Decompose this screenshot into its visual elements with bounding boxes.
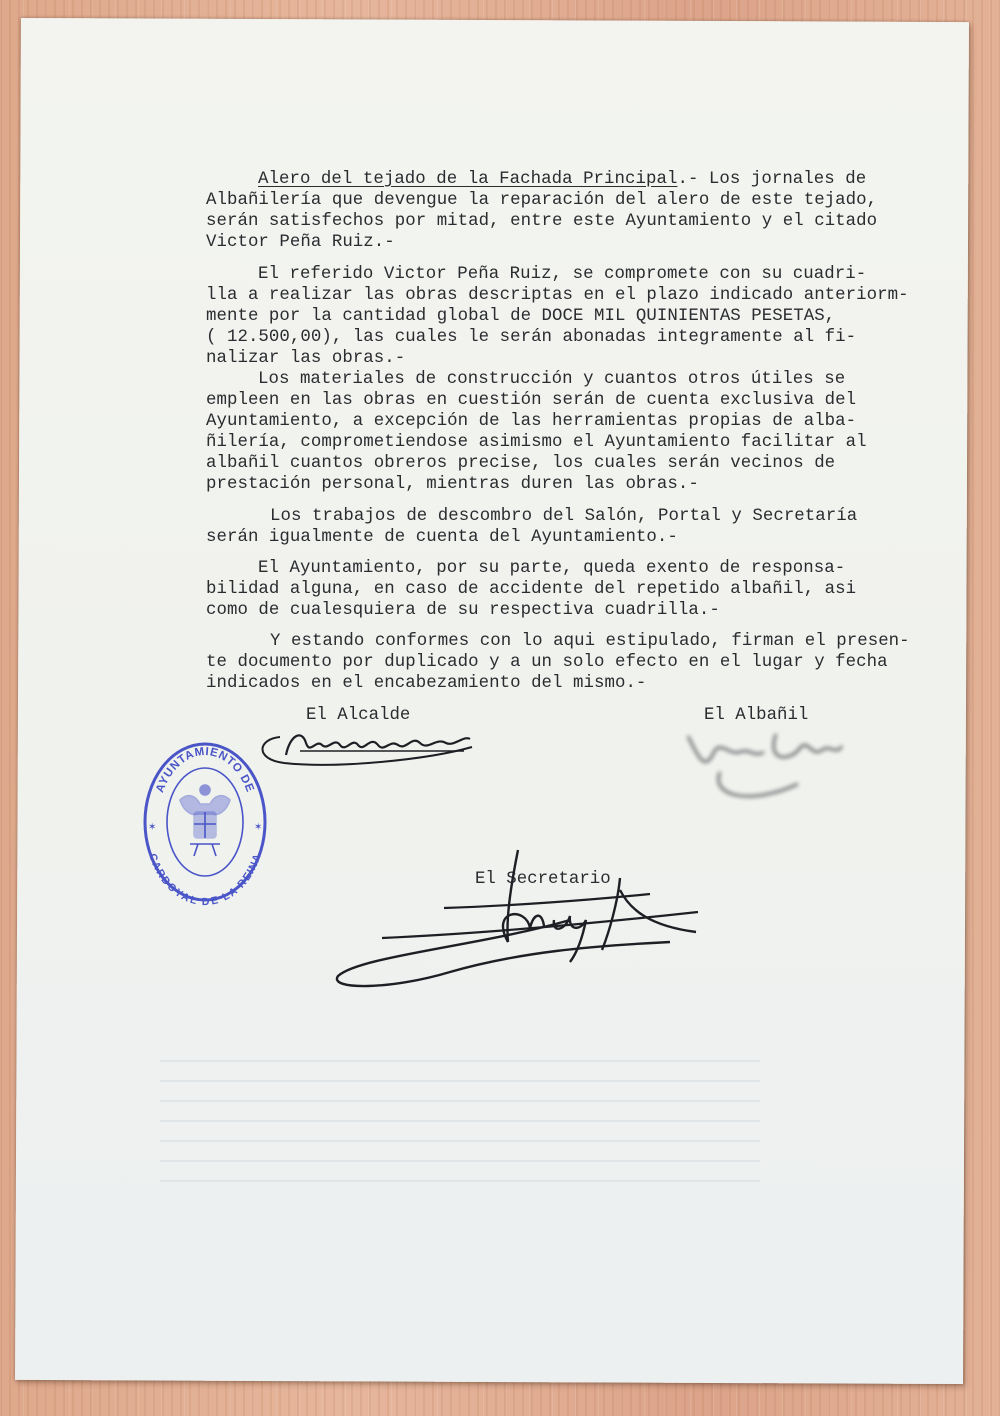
section-heading: Alero del tejado de la Fachada Principal — [258, 170, 678, 189]
municipal-stamp — [140, 740, 270, 909]
text-line: El referido Victor Peña Ruiz, se compromete con su cuadri- — [258, 265, 867, 284]
text-line: ( 12.500,00), las cuales le serán abonadas integramente al fi- — [206, 328, 857, 347]
text-line: bilidad alguna, en caso de accidente del repetido albañil, asi — [206, 580, 857, 599]
stamp-star-icon: ✶ — [148, 822, 157, 833]
text-line: Los materiales de construcción y cuantos otros útiles se — [258, 370, 846, 389]
text-line: albañil cuantos obreros precise, los cuales serán vecinos de — [206, 454, 836, 473]
alcalde-label: El Alcalde — [306, 706, 411, 725]
text-line: serán satisfechos por mitad, entre este Ayuntamiento y el citado — [206, 212, 878, 231]
text-line: serán igualmente de cuenta del Ayuntamiento.- — [206, 528, 678, 547]
stamp-text-bottom: CARDOYAL DE LA REINA — [146, 852, 264, 909]
albanil-label: El Albañil — [704, 706, 809, 725]
secretario-signature — [330, 850, 710, 1000]
text-line: nalizar las obras.- — [206, 349, 406, 368]
text-line: ñilería, comprometiendose asimismo el Ayuntamiento facilitar al — [206, 433, 867, 452]
heading-line — [258, 170, 866, 189]
stamp-text-top: AYUNTAMIENTO DE — [154, 745, 256, 795]
text-line: .- Los jornales de — [677, 170, 867, 189]
text-line: El Ayuntamiento, por su parte, queda exento de responsa- — [258, 559, 846, 578]
text-line: Victor Peña Ruiz.- — [206, 233, 395, 252]
text-line: Albañilería que devengue la reparación del alero de este tejado, — [206, 191, 878, 210]
alcalde-signature — [250, 715, 480, 775]
text-line: lla a realizar las obras descriptas en el plazo indicado anteriorm- — [206, 286, 909, 305]
text-line: te documento por duplicado y a un solo efecto en el lugar y fecha — [206, 653, 888, 672]
text-line: empleen en las obras en cuestión serán de cuenta exclusiva del — [206, 391, 857, 410]
text-line: Y estando conformes con lo aqui estipulado, firman el presen- — [270, 632, 910, 651]
albanil-signature — [680, 722, 850, 807]
text-line: Ayuntamiento, a excepción de las herramientas propias de alba- — [206, 412, 857, 431]
coat-of-arms-eagle-icon — [180, 785, 230, 856]
text-line: indicados en el encabezamiento del mismo.- — [206, 674, 647, 693]
text-line: mente por la cantidad global de DOCE MIL QUINIENTAS PESETAS, — [206, 307, 836, 326]
text-line: prestación personal, mientras duren las obras.- — [206, 475, 699, 494]
svg-text:CARDOYAL DE LA REINA — [146, 852, 264, 908]
stamp-star-icon: ✶ — [254, 822, 263, 833]
text-line: como de cualesquiera de su respectiva cuadrilla.- — [206, 601, 720, 620]
secretario-label: El Secretario — [475, 870, 611, 889]
text-line: Los trabajos de descombro del Salón, Portal y Secretaría — [270, 507, 858, 526]
